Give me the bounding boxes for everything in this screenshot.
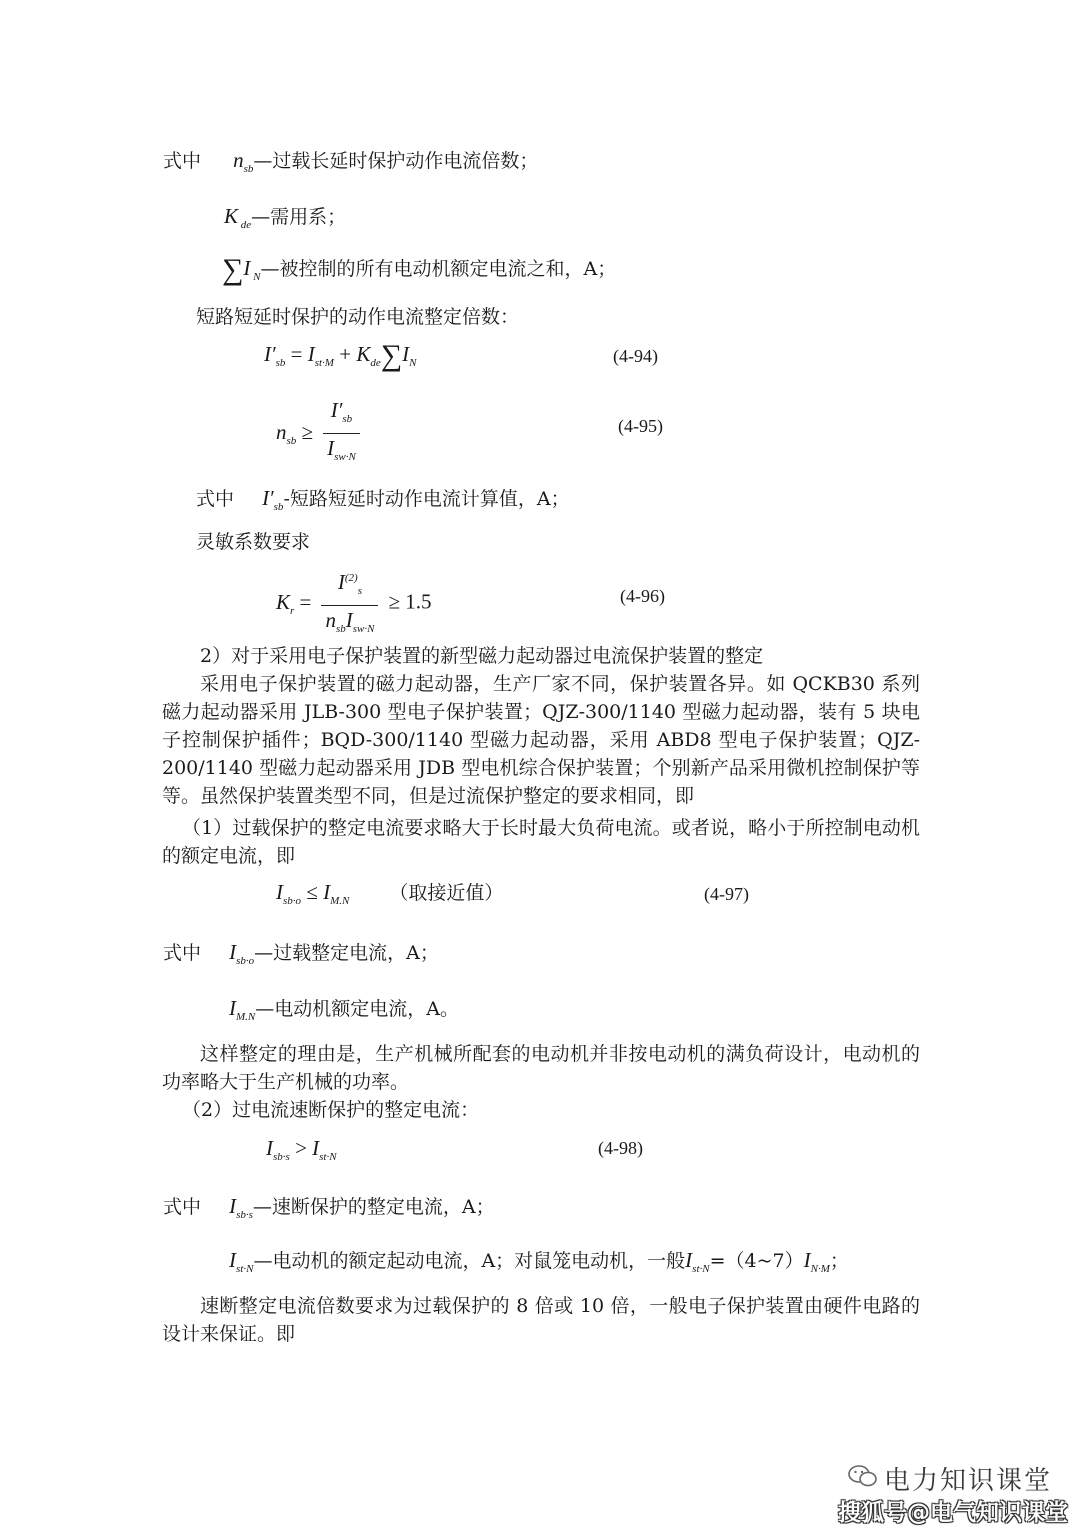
symbol-sum-in: ∑I $_N$	[222, 253, 261, 286]
symbol-nsb: $n_{sb}$	[233, 148, 254, 176]
line-isb-prime-definition: 式中 $I'_{sb}-$短路短延时动作电流计算值，A；	[196, 486, 570, 514]
line-isbo-definition: 式中 $I_{sb\cdot o}—$过载整定电流，A；	[163, 940, 439, 968]
line-kde-definition: K $_{de}$—需用系；	[224, 204, 347, 232]
item-quick-break: （2）过电流速断保护的整定电流：	[182, 1099, 480, 1121]
item-overload-protection: （1）过载保护的整定电流要求略大于长时最大负荷电流。或者说，略小于所控制电动机的额定电流，即	[162, 817, 920, 867]
paragraph-electronic-protection: 采用电子保护装置的磁力起动器，生产厂家不同，保护装置各异。如 QCKB30 系列磁力起动器采用 JLB-300 型电子保护装置；QJZ-300/1140 型磁力起动器，装有 5 块电子控制保护插件；BQD-300/1140 型磁力起动器，采用 ABD8 型电子保护装置；QJZ-200/1140 型磁力起动器采用 JDB 型电机综合保护装置；个别新产品采用微机控制保护等等。虽然保护装置类型不同，但是过流保护整定的要求相同，即	[162, 673, 920, 807]
symbol-imn: $I_{M.N}$	[229, 996, 256, 1024]
equation-number-4-94: (4-94)	[613, 346, 658, 366]
watermark-sohu: 搜狐号@电气知识课堂	[838, 1500, 1068, 1526]
wechat-icon	[848, 1464, 878, 1488]
sensitivity-heading: 灵敏系数要求	[196, 531, 311, 553]
paragraph-quick-break-multiple: 速断整定电流倍数要求为过载保护的 8 倍或 10 倍，一般电子保护装置由硬件电路的设计来保证。即	[162, 1295, 920, 1345]
symbol-isb-prime: $I'_{sb}$	[262, 486, 284, 514]
equation-4-97: $I_{sb\cdot o} \le I_{M.N}$ （取接近值）	[276, 880, 504, 908]
equation-4-98: $I_{sb\cdot s} > I_{st\cdot N}$	[266, 1136, 337, 1164]
symbol-isbs: $I_{sb\cdot s}$	[229, 1194, 253, 1222]
symbol-kde: K $_{de}$	[224, 204, 252, 232]
equation-number-4-96: (4-96)	[620, 586, 665, 606]
equation-number-4-98: (4-98)	[598, 1138, 643, 1158]
line-isbs-definition: 式中 $I_{sb\cdot s}—$速断保护的整定电流，A；	[163, 1194, 495, 1222]
short-circuit-heading: 短路短延时保护的动作电流整定倍数：	[196, 306, 520, 328]
line-sum-in-definition: ∑I $_N$—被控制的所有电动机额定电流之和，A；	[222, 253, 617, 286]
line-nsb-definition: 式中 $n_{sb}—$过载长延时保护动作电流倍数；	[163, 148, 539, 176]
equation-4-96: $K_r$ = $\frac{I^{(2)}_s}{n_{sb}I_{sw\cdot N}}$ ≥ 1.5	[276, 566, 432, 641]
line-imn-definition: $I_{M.N}—$电动机额定电流，A。	[229, 996, 459, 1024]
section-heading-2: 2）对于采用电子保护装置的新型磁力起动器过电流保护装置的整定	[200, 645, 764, 667]
line-istn-definition: $I_{st\cdot N}—$电动机的额定起动电流，A；对鼠笼电动机，一般$I_{st\cdot N}=(4\sim 7)I_{N\cdot M}$；	[229, 1248, 849, 1276]
equation-4-94: $I'_{sb} = I_{st\cdot M} + K_{de}\sum I_N$	[264, 339, 417, 372]
paragraph-reason: 这样整定的理由是，生产机械所配套的电动机并非按电动机的满负荷设计，电动机的功率略大于生产机械的功率。	[162, 1043, 920, 1093]
equation-number-4-97: (4-97)	[704, 884, 749, 904]
prefix-label: 式中	[163, 150, 202, 172]
equation-number-4-95: (4-95)	[618, 416, 663, 436]
symbol-istn: $I_{st\cdot N}$	[229, 1248, 254, 1276]
symbol-isbo: $I_{sb\cdot o}$	[229, 940, 255, 968]
equation-4-95: $n_{sb}$ ≥ $\frac{I'_{sb}}{I_{sw\cdot N}}$	[276, 398, 364, 469]
watermark-title: 电力知识课堂	[884, 1466, 1053, 1496]
